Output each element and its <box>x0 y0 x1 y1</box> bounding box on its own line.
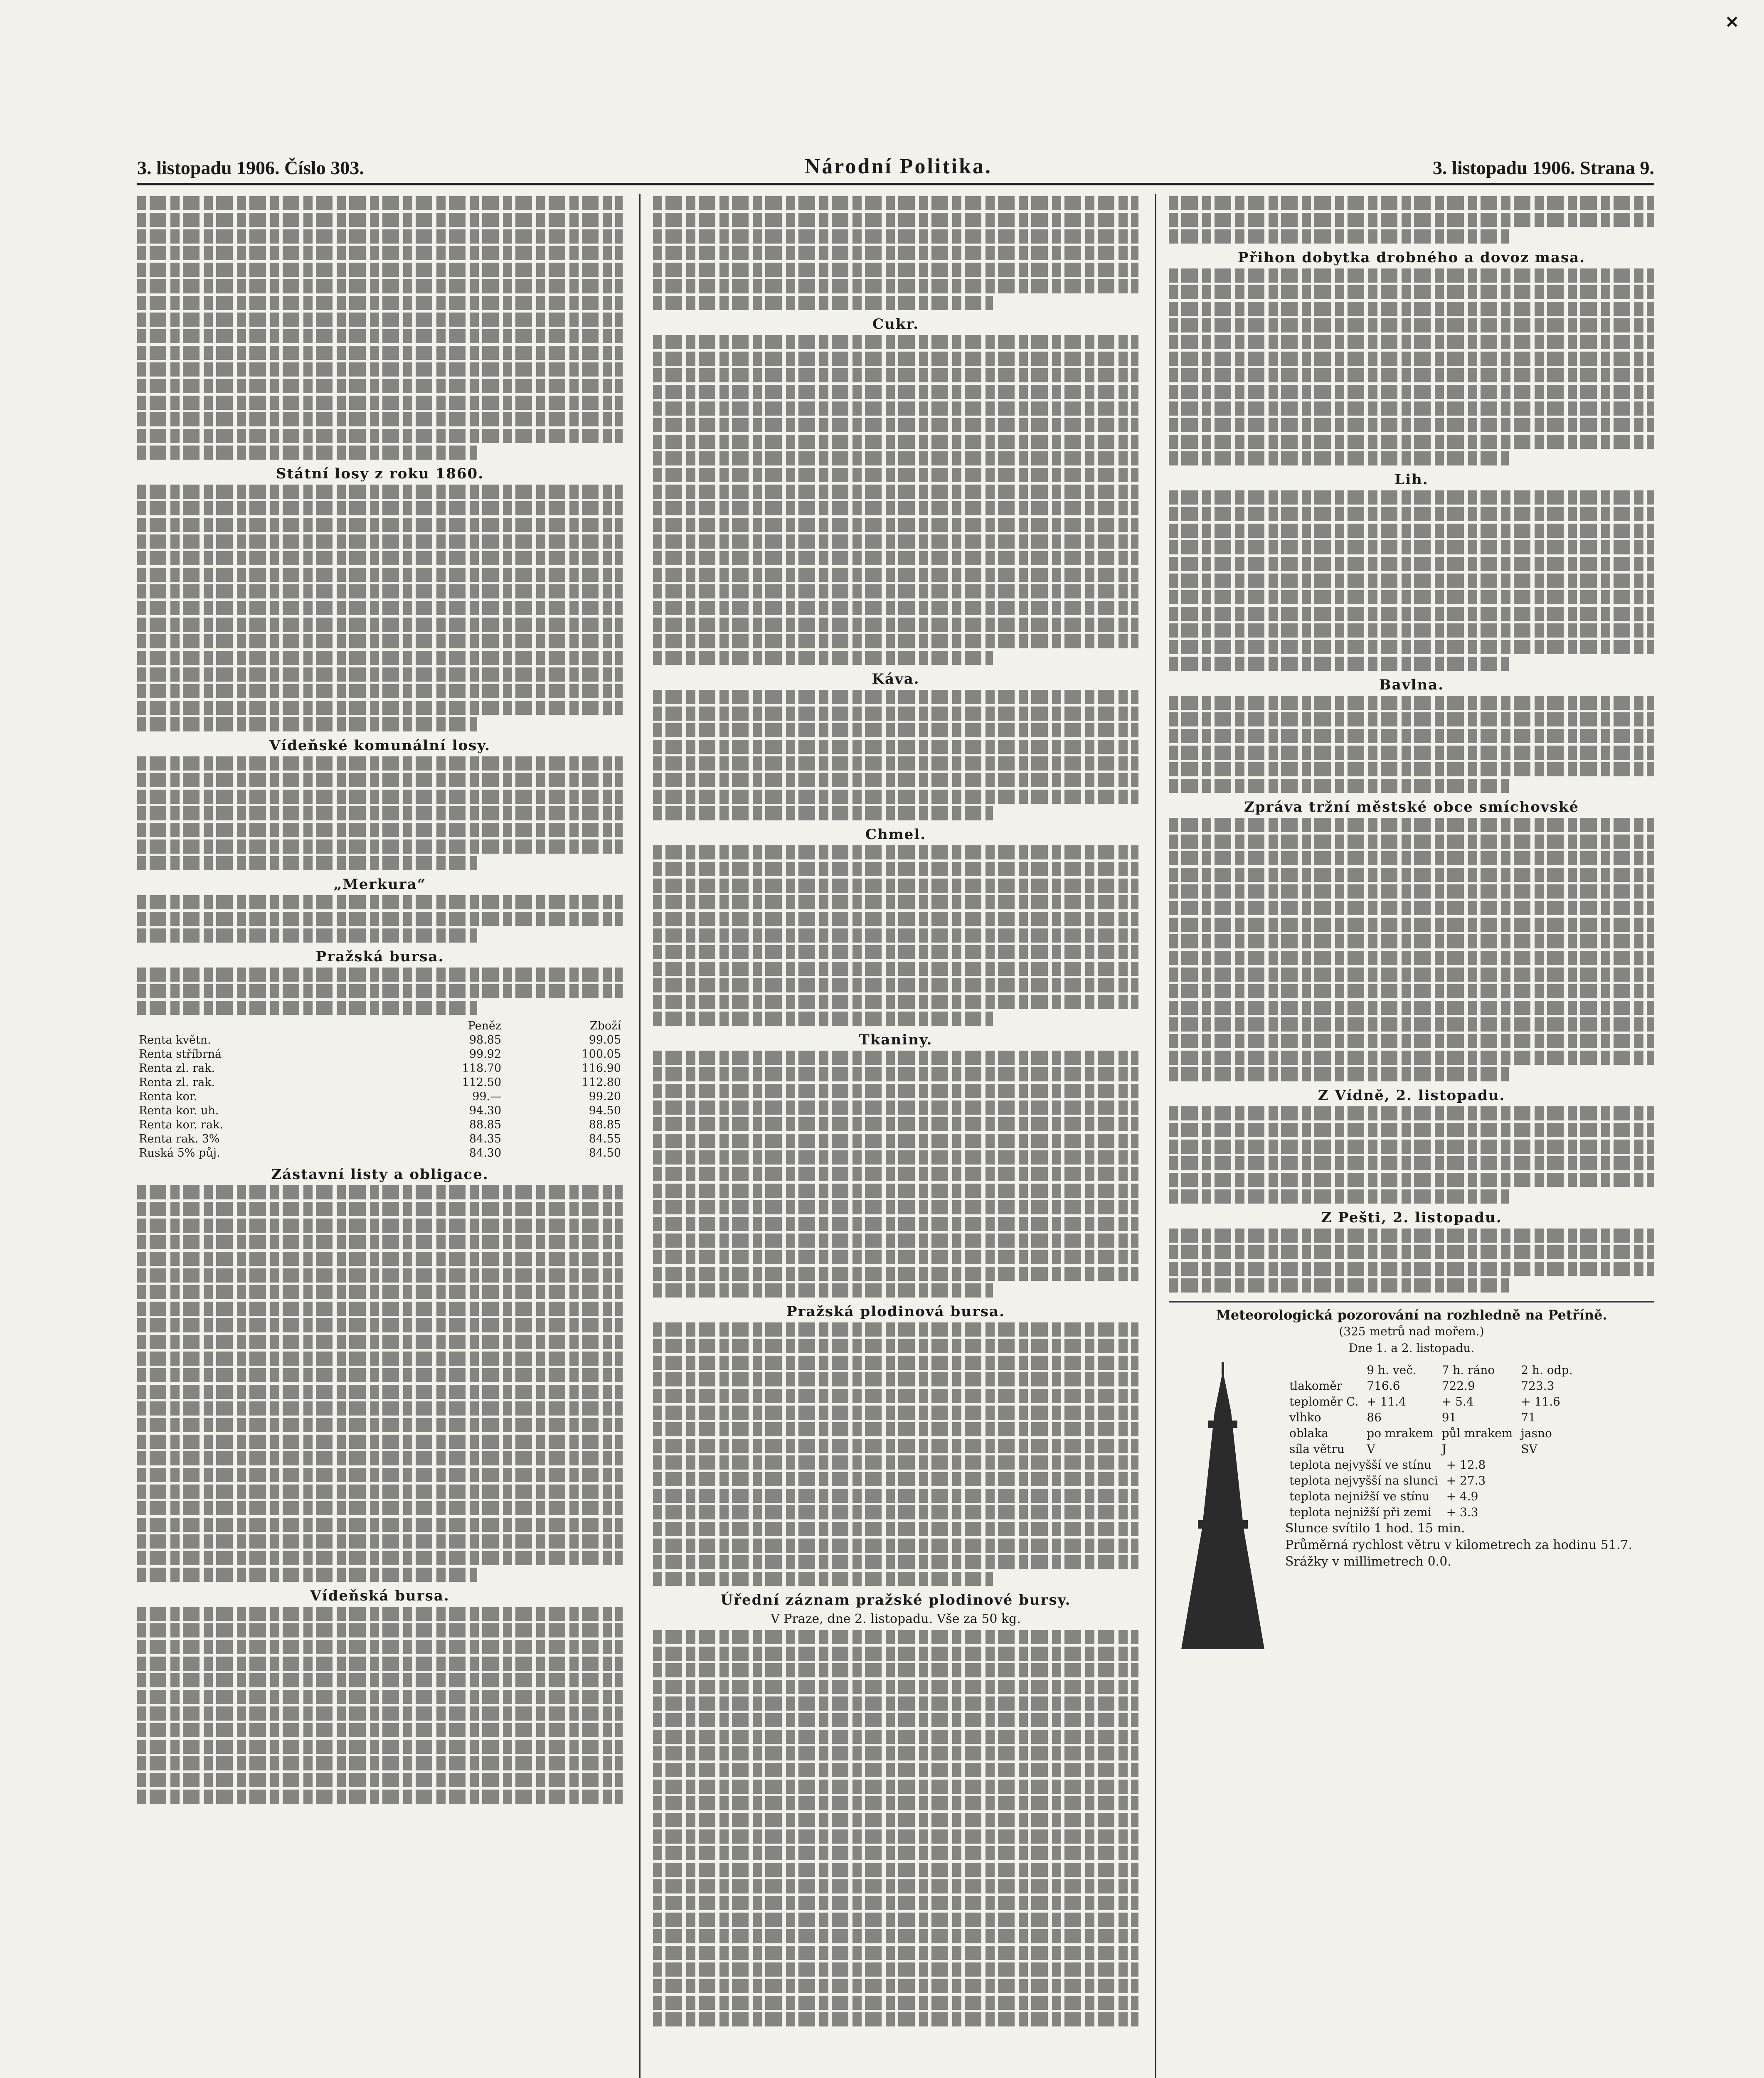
section-heading: Přihon dobytka drobného a dovoz masa. <box>1237 249 1586 266</box>
rates-table <box>137 1019 623 1160</box>
section-heading: Zástavní listy a obligace. <box>271 1166 489 1183</box>
petrin-tower-icon <box>1169 1362 1277 1653</box>
section-heading: Zpráva tržní městské obce smíchovské <box>1244 799 1579 815</box>
table-row: Renta květn. 98.85 99.05 <box>139 1034 621 1046</box>
table-row: teplota nejnižší při zemi + 3.3 <box>1289 1505 1478 1519</box>
section-heading: Státní losy z roku 1860. <box>276 465 484 482</box>
precipitation: Srážky v millimetrech 0.0. <box>1285 1554 1451 1569</box>
wind-speed: Průměrná rychlost větru v kilometrech za hodinu 51.7. <box>1285 1538 1632 1552</box>
table-row: Renta kor. rak. 88.85 88.85 <box>139 1118 621 1131</box>
section-heading: Káva. <box>872 671 920 687</box>
table-row: Ruská 5% půj. 84.30 84.50 <box>139 1147 621 1160</box>
table-row: Renta stříbrná 99.92 100.05 <box>139 1048 621 1061</box>
section-heading: „Merkura“ <box>333 876 426 893</box>
section-heading: Pražská bursa. <box>315 948 444 965</box>
table-row: Renta rak. 3% 84.35 84.55 <box>139 1133 621 1145</box>
page-mark: ✕ <box>1725 12 1739 32</box>
meteo-title: Meteorologická pozorování na rozhledně na Petříně. <box>1216 1307 1607 1323</box>
columns <box>137 194 1654 2078</box>
page-header <box>137 150 1654 185</box>
table-row: teplota nejvyšší ve stínu + 12.8 <box>1289 1458 1486 1472</box>
table-row: teploměr C. + 11.4 + 5.4 + 11.6 <box>1289 1395 1560 1408</box>
section-heading: Lih. <box>1394 471 1429 488</box>
table-row: Renta zl. rak. 118.70 116.90 <box>139 1062 621 1075</box>
section-heading: Úřední záznam pražské plodinové bursy. <box>720 1592 1071 1608</box>
table-row: tlakoměr 716.6 722.9 723.3 <box>1289 1379 1555 1393</box>
section-heading: Vídeňské komunální losy. <box>269 737 491 754</box>
section-heading: Z Pešti, 2. listopadu. <box>1321 1209 1502 1226</box>
header-title: Národní Politika. <box>804 155 993 178</box>
table-row: teplota nejvyšší na slunci + 27.3 <box>1289 1474 1486 1487</box>
column-1 <box>137 194 623 2078</box>
sunshine: Slunce svítilo 1 hod. 15 min. <box>1285 1521 1465 1536</box>
col-head: Zboží <box>589 1019 621 1032</box>
header-left: 3. listopadu 1906. Číslo 303. <box>137 157 364 178</box>
column-3 <box>1155 194 1654 2078</box>
section-heading: Pražská plodinová bursa. <box>786 1303 1005 1320</box>
meteo-sub: (325 metrů nad mořem.) <box>1339 1325 1484 1338</box>
section-heading: Tkaniny. <box>859 1032 933 1048</box>
table-row: Renta zl. rak. 112.50 112.80 <box>139 1076 621 1089</box>
header-right: 3. listopadu 1906. Strana 9. <box>1433 157 1654 178</box>
col-head: Peněz <box>468 1019 502 1032</box>
section-heading: Chmel. <box>865 826 926 843</box>
column-2 <box>639 194 1138 2078</box>
section-heading: Vídeňská bursa. <box>310 1588 450 1604</box>
newspaper-page <box>137 150 1654 2078</box>
meteo-box <box>1169 1301 1654 1653</box>
table-row: Renta kor. uh. 94.30 94.50 <box>139 1104 621 1117</box>
meteo-date: Dne 1. a 2. listopadu. <box>1348 1341 1475 1355</box>
table-row: teplota nejnižší ve stínu + 4.9 <box>1289 1490 1478 1503</box>
table-row: síla větru V J SV <box>1289 1442 1537 1456</box>
section-heading: Z Vídně, 2. listopadu. <box>1318 1087 1505 1104</box>
section-heading: Cukr. <box>872 316 919 332</box>
meteo-extra <box>1285 1457 1490 1520</box>
section-heading: Bavlna. <box>1379 677 1444 693</box>
table-row: oblaka po mrakem půl mrakem jasno <box>1289 1426 1552 1440</box>
table-row: Renta kor. 99.— 99.20 <box>139 1090 621 1103</box>
meteo-table: 9 h. več. 7 h. ráno 2 h. odp. tlakoměr 716.6 722.9 723.3 teploměr C. + 11.4 + 5.4 + 11.6 vlhko 86 91 71 oblaka po mrakem půl mrakem jasno síla větru V J SV <box>1285 1362 1577 1457</box>
table-row: vlhko 86 91 71 <box>1289 1411 1536 1424</box>
section-sub: V Praze, dne 2. listopadu. Vše za 50 kg. <box>771 1612 1021 1626</box>
